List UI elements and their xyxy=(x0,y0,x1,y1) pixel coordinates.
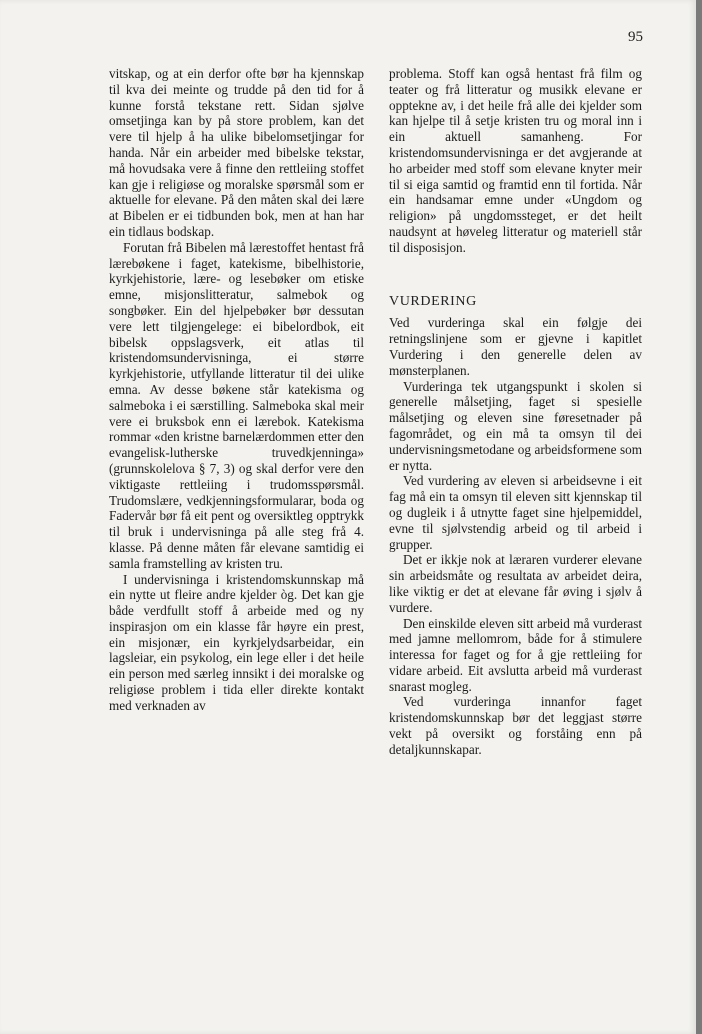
paragraph: problema. Stoff kan også hentast frå film og teater og frå litteratur og musikk elevane er opptekne av, i det heile frå alle dei kjelder som kan hjelpe til å setje kristen tru og moral inn i ein aktuell samanheng. For kristendomsundervisninga er det avgjerande at ho arbeider med stoff som elevane knyter meir til si eiga samtid og framtid enn til fortida. Når ein handsamar emne under «Ungdom og religion» på ungdomssteget, er det heilt naudsynt at høveleg litteratur og materiell står til disposisjon. xyxy=(389,66,642,255)
paragraph: Ved vurdering av eleven si arbeidsevne i eit fag må ein ta omsyn til eleven sitt kjennskap til og dugleik i å utnytte faget sine hjelpemiddel, evne til sjølvstendig arbeid og til arbeid i grupper. xyxy=(389,473,642,552)
paragraph: Den einskilde eleven sitt arbeid må vurderast med jamne mellomrom, både for å stimulere interessa for faget og for å gje rettleiing for vidare arbeid. Eit avslutta arbeid må vurderast snarast mogleg. xyxy=(389,615,642,694)
paragraph: Det er ikkje nok at læraren vurderer elevane sin arbeidsmåte og resultata av arbeidet deira, like viktig er det at elevane får øving i sjølv å vurdere. xyxy=(389,552,642,615)
right-column xyxy=(389,66,642,758)
paragraph: Ved vurderinga skal ein følgje dei retningslinjene som er gjevne i kapitlet Vurdering i den generelle delen av mønsterplanen. xyxy=(389,315,642,378)
paragraph: Ved vurderinga innanfor faget kristendomskunnskap bør det leggjast større vekt på oversikt og forståing enn på detaljkunnskapar. xyxy=(389,694,642,757)
section-heading: VURDERING xyxy=(389,293,477,309)
left-column xyxy=(109,66,364,714)
paragraph: I undervisninga i kristendomskunnskap må ein nytte ut fleire andre kjelder òg. Det kan gje både verdfullt stoff å arbeide med og ny inspirasjon om ein klasse får høyre ein prest, ein misjonær, ein kyrkjelydsarbeidar, ein lagsleiar, ein psykolog, ein lege eller i det heile ein person med særleg innsikt i dei moralske og religiøse problem i tida eller direkte kontakt med verknaden av xyxy=(109,571,364,713)
paragraph: vitskap, og at ein derfor ofte bør ha kjennskap til kva dei meinte og trudde på den tid for å kunne forstå tekstane rett. Sidan sjølve omsetjinga kan by på store problem, kan det vere til hjelp å ha ulike bibelomsetjingar for handa. Når ein arbeider med bibelske tekstar, må hovudsaka vere å finne den rettleiing stoffet kan gje i religiøse og moralske spørsmål som er aktuelle for elevane. På den måten skal dei lære at Bibelen er ei tidbunden bok, men at han har ein tidlaus bodskap. xyxy=(109,66,364,239)
paragraph: Vurderinga tek utgangspunkt i skolen si generelle målsetjing, faget si spesielle målsetjing og eleven sine føresetnader på fagområdet, og ein må ta omsyn til dei undervisningsmetodane og arbeidsformene som er nytta. xyxy=(389,378,642,473)
paragraph: Forutan frå Bibelen må lærestoffet hentast frå lærebøkene i faget, katekisme, bibelhistorie, kyrkjehistorie, lære- og lesebøker om etiske emne, misjonslitteratur, salmebok og songbøker. Ein del hjelpebøker bør dessutan vere lett tilgjengelege: ei bibelordbok, eit bibelsk oppslagsverk, eit atlas til kristendomsundervisninga, ei større kyrkjehistorie, utfyllande litteratur til dei ulike emna. Av desse bøkene står katekisma og salmeboka i ei særstilling. Salmeboka skal meir vere ei bruksbok enn ei lærebok. Katekisma rommar «den kristne barnelærdommen etter den evangelisk-lutherske truvedkjenninga» (grunnskolelova § 7, 3) og skal derfor vere den viktigaste rettleiing i trudomsspørsmål. Trudomslære, vedkjenningsformularar, boda og Fadervår bør få eit pent og oversiktleg opptrykk til bruk i undervisninga på alle steg frå 4. klasse. På denne måten får elevane samtidig ei samla framstelling av kristen tru. xyxy=(109,239,364,571)
page-number: 95 xyxy=(628,29,643,45)
